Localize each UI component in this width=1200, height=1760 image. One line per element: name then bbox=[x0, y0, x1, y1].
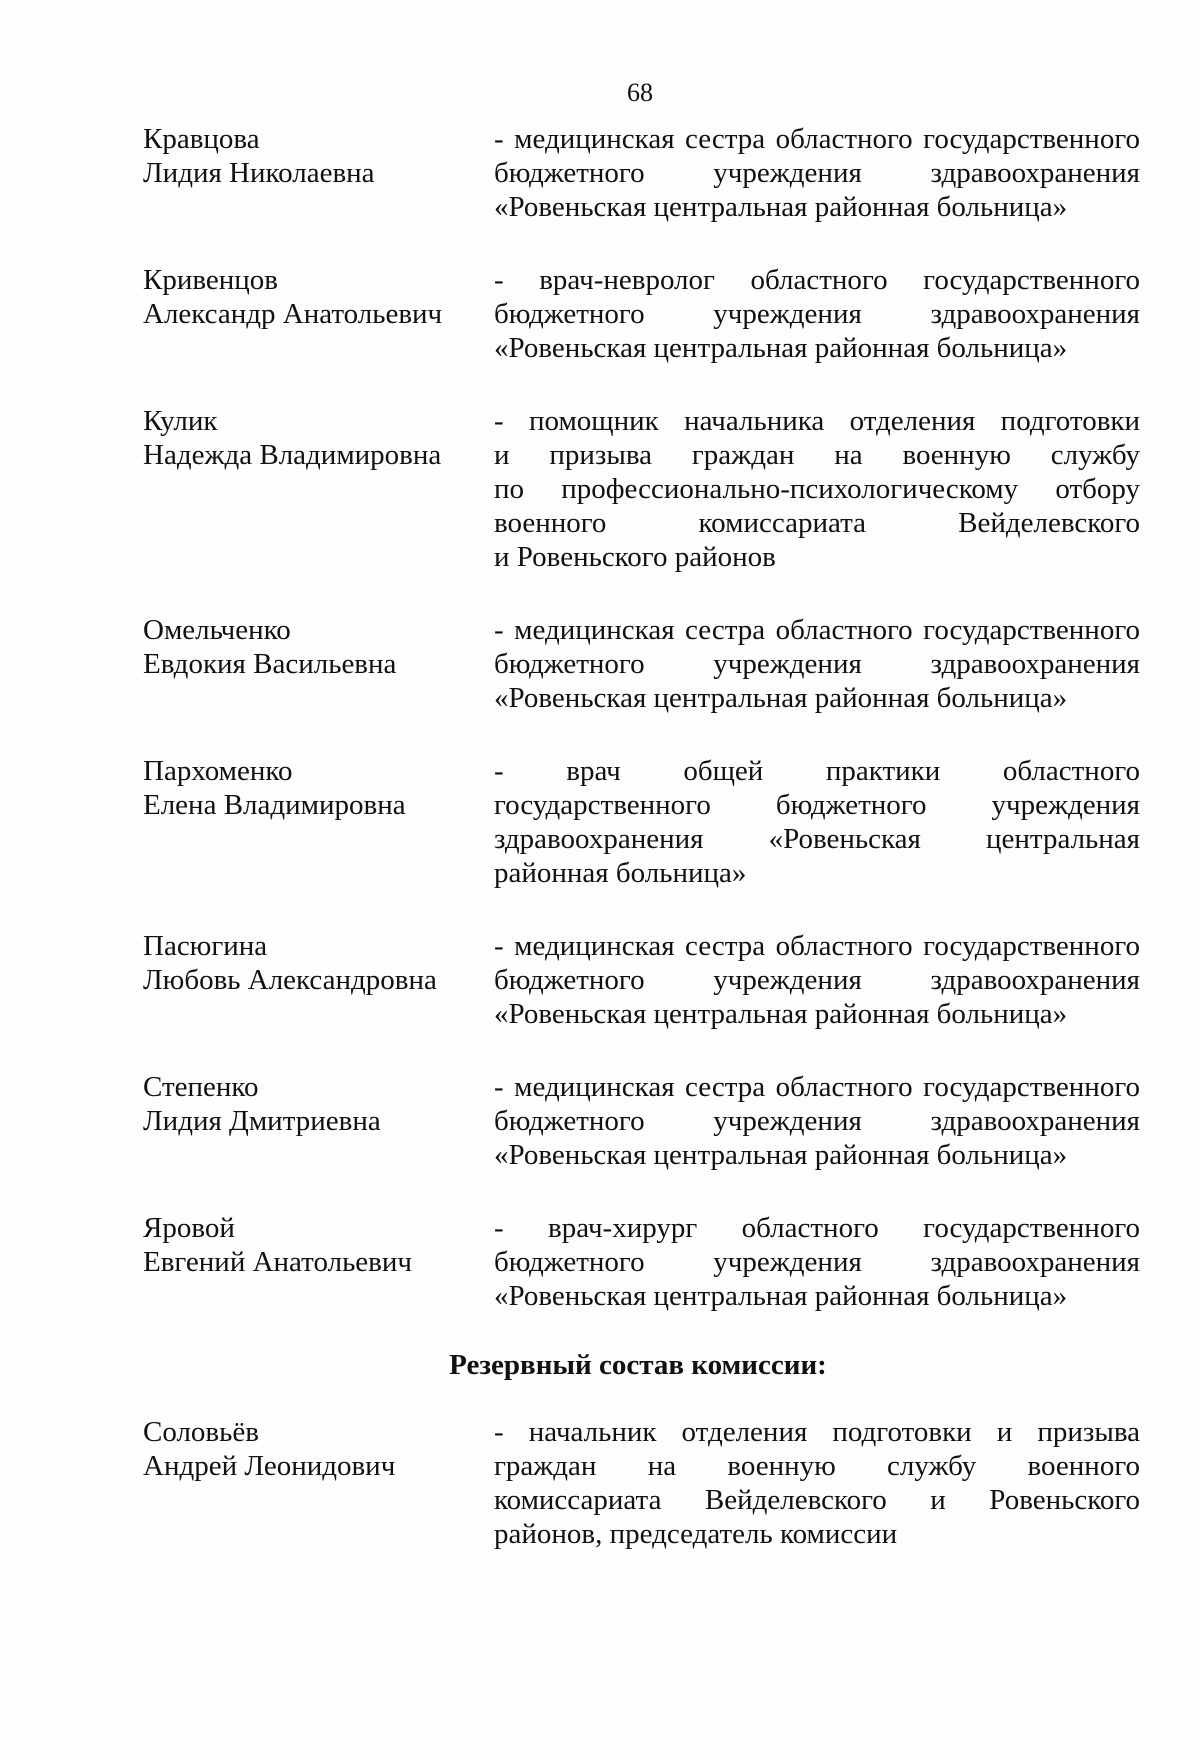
position-line: - врач-невролог областного государственного bbox=[494, 264, 1140, 296]
position-line: «Ровеньская центральная районная больница» bbox=[494, 1280, 1068, 1312]
member-name bbox=[143, 122, 494, 224]
position-line: по профессионально-психологическому отбору bbox=[494, 473, 1140, 505]
position-line: комиссариата Вейделевского и Ровеньского bbox=[494, 1484, 1140, 1516]
member-surname: Кулик bbox=[143, 405, 218, 437]
member-entry bbox=[143, 263, 1143, 365]
position-line: - медицинская сестра областного государственного bbox=[494, 614, 1140, 646]
position-line: и призыва граждан на военную службу bbox=[494, 439, 1140, 471]
member-surname: Омельченко bbox=[143, 614, 291, 646]
member-surname: Кравцова bbox=[143, 123, 260, 155]
position-line: - начальник отделения подготовки и призыва bbox=[494, 1416, 1140, 1448]
position-line: - медицинская сестра областного государственного bbox=[494, 123, 1140, 155]
reserve-members-list bbox=[143, 1415, 1143, 1590]
member-name bbox=[143, 929, 494, 1031]
position-line: бюджетного учреждения здравоохранения bbox=[494, 1246, 1140, 1278]
member-position bbox=[494, 1211, 1140, 1313]
member-given-names: Лидия Дмитриевна bbox=[143, 1105, 381, 1137]
member-name bbox=[143, 1211, 494, 1313]
member-name bbox=[143, 1415, 494, 1551]
page-number: 68 bbox=[627, 78, 653, 107]
position-line: бюджетного учреждения здравоохранения bbox=[494, 1105, 1140, 1137]
member-entry bbox=[143, 929, 1143, 1031]
reserve-section-title: Резервный состав комиссии: bbox=[449, 1349, 827, 1381]
position-line: - медицинская сестра областного государственного bbox=[494, 930, 1140, 962]
member-name bbox=[143, 404, 494, 574]
position-line: «Ровеньская центральная районная больница» bbox=[494, 682, 1068, 714]
member-given-names: Андрей Леонидович bbox=[143, 1450, 396, 1482]
position-line: и Ровеньского районов bbox=[494, 541, 776, 573]
member-given-names: Любовь Александровна bbox=[143, 964, 437, 996]
member-entry bbox=[143, 1070, 1143, 1172]
member-position bbox=[494, 613, 1140, 715]
position-line: - медицинская сестра областного государственного bbox=[494, 1071, 1140, 1103]
member-given-names: Лидия Николаевна bbox=[143, 157, 375, 189]
position-line: - врач общей практики областного bbox=[494, 755, 1140, 787]
member-given-names: Александр Анатольевич bbox=[143, 298, 443, 330]
member-surname: Пасюгина bbox=[143, 930, 268, 962]
member-name bbox=[143, 754, 494, 890]
position-line: бюджетного учреждения здравоохранения bbox=[494, 648, 1140, 680]
position-line: «Ровеньская центральная районная больница» bbox=[494, 998, 1068, 1030]
member-position bbox=[494, 754, 1140, 890]
member-surname: Яровой bbox=[143, 1212, 235, 1244]
member-given-names: Надежда Владимировна bbox=[143, 439, 442, 471]
member-surname: Пархоменко bbox=[143, 755, 293, 787]
member-entry bbox=[143, 754, 1143, 890]
member-surname: Кривенцов bbox=[143, 264, 278, 296]
member-position bbox=[494, 263, 1140, 365]
member-position bbox=[494, 929, 1140, 1031]
member-given-names: Евдокия Васильевна bbox=[143, 648, 397, 680]
position-line: военного комиссариата Вейделевского bbox=[494, 507, 1140, 539]
member-entry bbox=[143, 122, 1143, 224]
position-line: граждан на военную службу военного bbox=[494, 1450, 1140, 1482]
position-line: бюджетного учреждения здравоохранения bbox=[494, 964, 1140, 996]
member-surname: Степенко bbox=[143, 1071, 259, 1103]
position-line: «Ровеньская центральная районная больница» bbox=[494, 191, 1068, 223]
reserve-member-entry bbox=[143, 1415, 1143, 1551]
member-name bbox=[143, 1070, 494, 1172]
position-line: - врач-хирург областного государственного bbox=[494, 1212, 1140, 1244]
position-line: - помощник начальника отделения подготовки bbox=[494, 405, 1140, 437]
position-line: бюджетного учреждения здравоохранения bbox=[494, 298, 1140, 330]
commission-members-list bbox=[143, 122, 1143, 1352]
member-name bbox=[143, 613, 494, 715]
member-position bbox=[494, 1070, 1140, 1172]
position-line: государственного бюджетного учреждения bbox=[494, 789, 1140, 821]
member-entry bbox=[143, 613, 1143, 715]
position-line: районная больница» bbox=[494, 857, 747, 889]
member-given-names: Евгений Анатольевич bbox=[143, 1246, 412, 1278]
member-entry bbox=[143, 1211, 1143, 1313]
position-line: бюджетного учреждения здравоохранения bbox=[494, 157, 1140, 189]
member-position bbox=[494, 404, 1140, 574]
member-position bbox=[494, 122, 1140, 224]
member-given-names: Елена Владимировна bbox=[143, 789, 406, 821]
member-position bbox=[494, 1415, 1140, 1551]
position-line: «Ровеньская центральная районная больница» bbox=[494, 1139, 1068, 1171]
position-line: здравоохранения «Ровеньская центральная bbox=[494, 823, 1140, 855]
member-entry bbox=[143, 404, 1143, 574]
position-line: «Ровеньская центральная районная больница» bbox=[494, 332, 1068, 364]
position-line: районов, председатель комиссии bbox=[494, 1518, 898, 1550]
member-surname: Соловьёв bbox=[143, 1416, 259, 1448]
member-name bbox=[143, 263, 494, 365]
